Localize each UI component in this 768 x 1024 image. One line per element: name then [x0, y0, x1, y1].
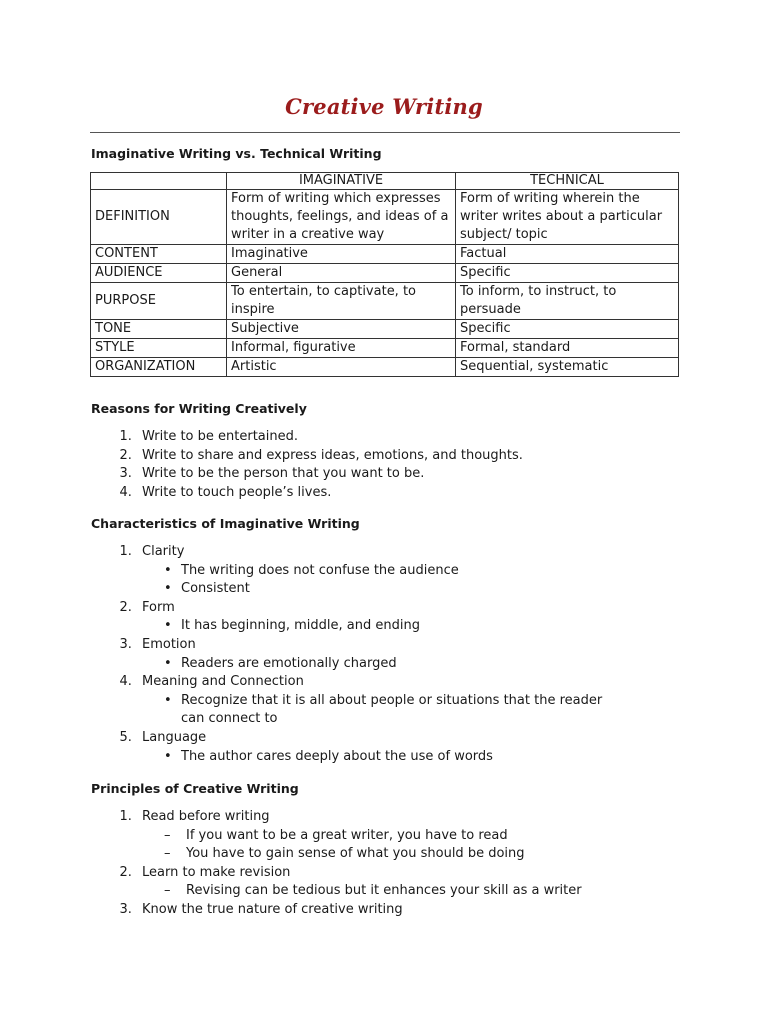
- list-item: [136, 673, 624, 729]
- principles-list: [112, 808, 582, 920]
- list-item: 3. Write to be the person that you want to be.: [136, 465, 523, 484]
- table-row: [91, 245, 679, 264]
- title-divider: [90, 132, 680, 133]
- imaginative-cell: Imaginative: [227, 245, 456, 264]
- characteristics-heading: Characteristics of Imaginative Writing: [91, 516, 360, 531]
- technical-cell: Sequential, systematic: [456, 358, 679, 377]
- list-item-label: Read before writing: [142, 809, 270, 824]
- comparison-table: [90, 172, 679, 377]
- document-title: Creative Writing: [285, 94, 483, 119]
- technical-cell: Factual: [456, 245, 679, 264]
- list-item: [136, 729, 624, 766]
- list-item: 4. Write to touch people’s lives.: [136, 484, 523, 503]
- imaginative-cell: General: [227, 264, 456, 283]
- bullet-item: • The author cares deeply about the use of words: [164, 748, 624, 767]
- list-item-label: Emotion: [142, 636, 196, 652]
- bullet-list: [142, 655, 624, 674]
- reasons-heading: Reasons for Writing Creatively: [91, 401, 307, 416]
- bullet-item: • The writing does not confuse the audience: [164, 562, 624, 581]
- table-header-cell: IMAGINATIVE: [227, 173, 456, 190]
- list-item-label: Learn to make revision: [142, 864, 291, 880]
- row-label: AUDIENCE: [91, 264, 227, 283]
- technical-cell: Formal, standard: [456, 339, 679, 358]
- row-label: DEFINITION: [91, 190, 227, 245]
- imaginative-cell: To entertain, to captivate, to inspire: [227, 283, 456, 320]
- technical-cell: Specific: [456, 320, 679, 339]
- reasons-list: [112, 428, 523, 502]
- dash-item: – You have to gain sense of what you should be doing: [164, 845, 582, 864]
- technical-cell: To inform, to instruct, to persuade: [456, 283, 679, 320]
- list-item: [136, 808, 582, 864]
- bullet-item: • It has beginning, middle, and ending: [164, 617, 624, 636]
- list-item-label: Language: [142, 729, 207, 745]
- table-header-cell: TECHNICAL: [456, 173, 679, 190]
- principles-heading: Principles of Creative Writing: [91, 781, 299, 796]
- list-item: [136, 543, 624, 599]
- dash-list: [142, 827, 582, 864]
- table-body: [91, 190, 679, 377]
- table-row: [91, 264, 679, 283]
- dash-item: – Revising can be tedious but it enhances your skill as a writer: [164, 882, 582, 901]
- table-row: [91, 358, 679, 377]
- list-item: 1. Write to be entertained.: [136, 428, 523, 447]
- list-item-label: Meaning and Connection: [142, 674, 304, 690]
- dash-list: [142, 882, 582, 901]
- row-label: STYLE: [91, 339, 227, 358]
- table-row: [91, 339, 679, 358]
- bullet-list: [142, 692, 624, 729]
- row-label: ORGANIZATION: [91, 358, 227, 377]
- list-item: [136, 901, 582, 920]
- characteristics-list: [112, 543, 624, 766]
- technical-cell: Form of writing wherein the writer writes about a particular subject/ topic: [456, 190, 679, 245]
- bullet-item: • Recognize that it is all about people or situations that the reader can connect to: [164, 692, 624, 729]
- table-header-row: [91, 173, 679, 190]
- row-label: TONE: [91, 320, 227, 339]
- dash-item: – If you want to be a great writer, you have to read: [164, 827, 582, 846]
- list-item-label: Form: [142, 599, 175, 615]
- bullet-list: [142, 562, 624, 599]
- list-item: 2. Write to share and express ideas, emotions, and thoughts.: [136, 447, 523, 466]
- list-item: [136, 864, 582, 901]
- bullet-list: [142, 617, 624, 636]
- comparison-heading: Imaginative Writing vs. Technical Writing: [91, 146, 382, 161]
- table-row: [91, 190, 679, 245]
- list-item: [136, 636, 624, 673]
- table-row: [91, 283, 679, 320]
- table-row: [91, 320, 679, 339]
- table-header-cell: [91, 173, 227, 190]
- technical-cell: Specific: [456, 264, 679, 283]
- bullet-list: [142, 748, 624, 767]
- list-item-label: Clarity: [142, 544, 185, 559]
- list-item: [136, 599, 624, 636]
- list-item-label: Know the true nature of creative writing: [142, 901, 403, 917]
- row-label: PURPOSE: [91, 283, 227, 320]
- imaginative-cell: Artistic: [227, 358, 456, 377]
- bullet-item: • Readers are emotionally charged: [164, 655, 624, 674]
- imaginative-cell: Form of writing which expresses thoughts, feelings, and ideas of a writer in a creative way: [227, 190, 456, 245]
- bullet-item: • Consistent: [164, 580, 624, 599]
- row-label: CONTENT: [91, 245, 227, 264]
- imaginative-cell: Subjective: [227, 320, 456, 339]
- imaginative-cell: Informal, figurative: [227, 339, 456, 358]
